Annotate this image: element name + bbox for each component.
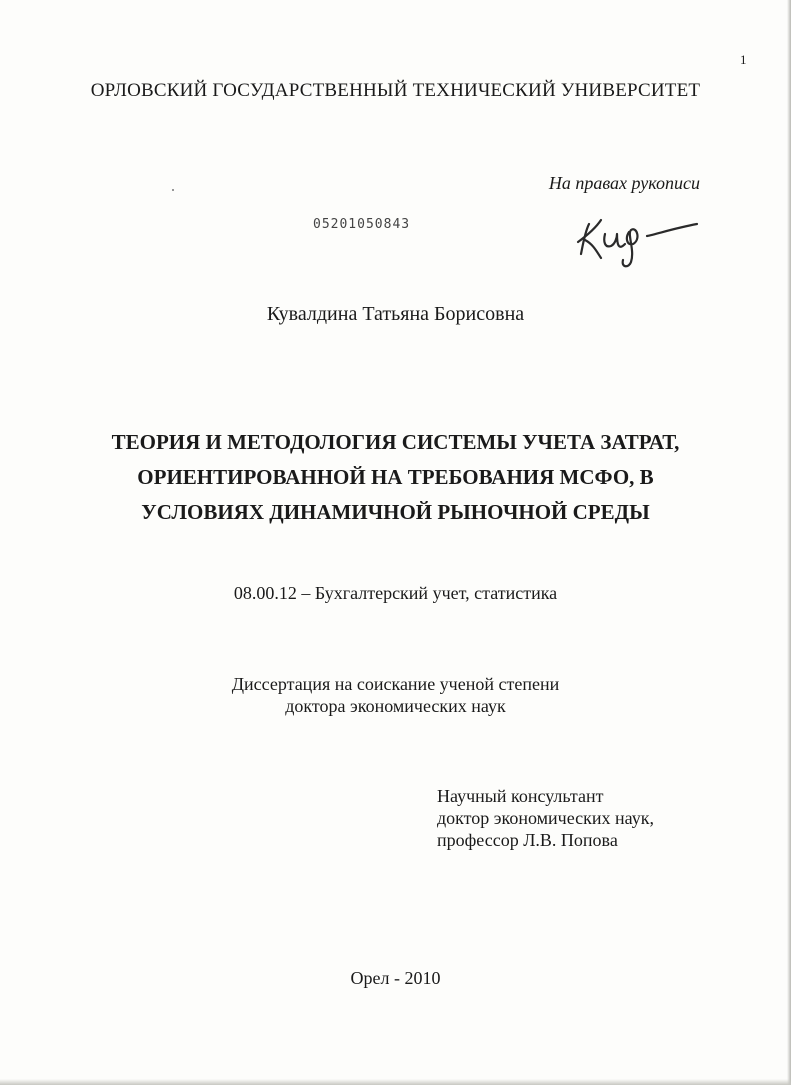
degree-line: доктора экономических наук [285, 696, 506, 716]
scientific-consultant [437, 785, 654, 851]
title-line: ОРИЕНТИРОВАННОЙ НА ТРЕБОВАНИЯ МСФО, В [137, 465, 654, 489]
specialty-code: 08.00.12 – Бухгалтерский учет, статистика [233, 583, 558, 603]
scan-speck [172, 189, 174, 191]
author-signature [575, 210, 700, 272]
university-name: ОРЛОВСКИЙ ГОСУДАРСТВЕННЫЙ ТЕХНИЧЕСКИЙ УНИВЕРСИТЕТ [90, 80, 701, 101]
consultant-line: доктор экономических наук, [437, 808, 654, 828]
catalog-number-stamp: 05201050843 [313, 217, 411, 232]
page-number: 1 [740, 52, 747, 67]
degree-statement [0, 673, 791, 717]
dissertation-title [0, 425, 791, 530]
author-name: Кувалдина Татьяна Борисовна [266, 303, 525, 325]
manuscript-rights-note: На правах рукописи [548, 173, 700, 193]
scan-edge-shadow [0, 1079, 791, 1085]
city-and-year: Орел - 2010 [350, 968, 441, 988]
title-line: ТЕОРИЯ И МЕТОДОЛОГИЯ СИСТЕМЫ УЧЕТА ЗАТРАТ, [111, 430, 680, 454]
consultant-line: профессор Л.В. Попова [437, 830, 618, 850]
consultant-line: Научный консультант [437, 786, 604, 806]
degree-line: Диссертация на соискание ученой степени [231, 674, 560, 694]
title-line: УСЛОВИЯХ ДИНАМИЧНОЙ РЫНОЧНОЙ СРЕДЫ [141, 500, 650, 524]
scan-edge-shadow [787, 0, 791, 1085]
